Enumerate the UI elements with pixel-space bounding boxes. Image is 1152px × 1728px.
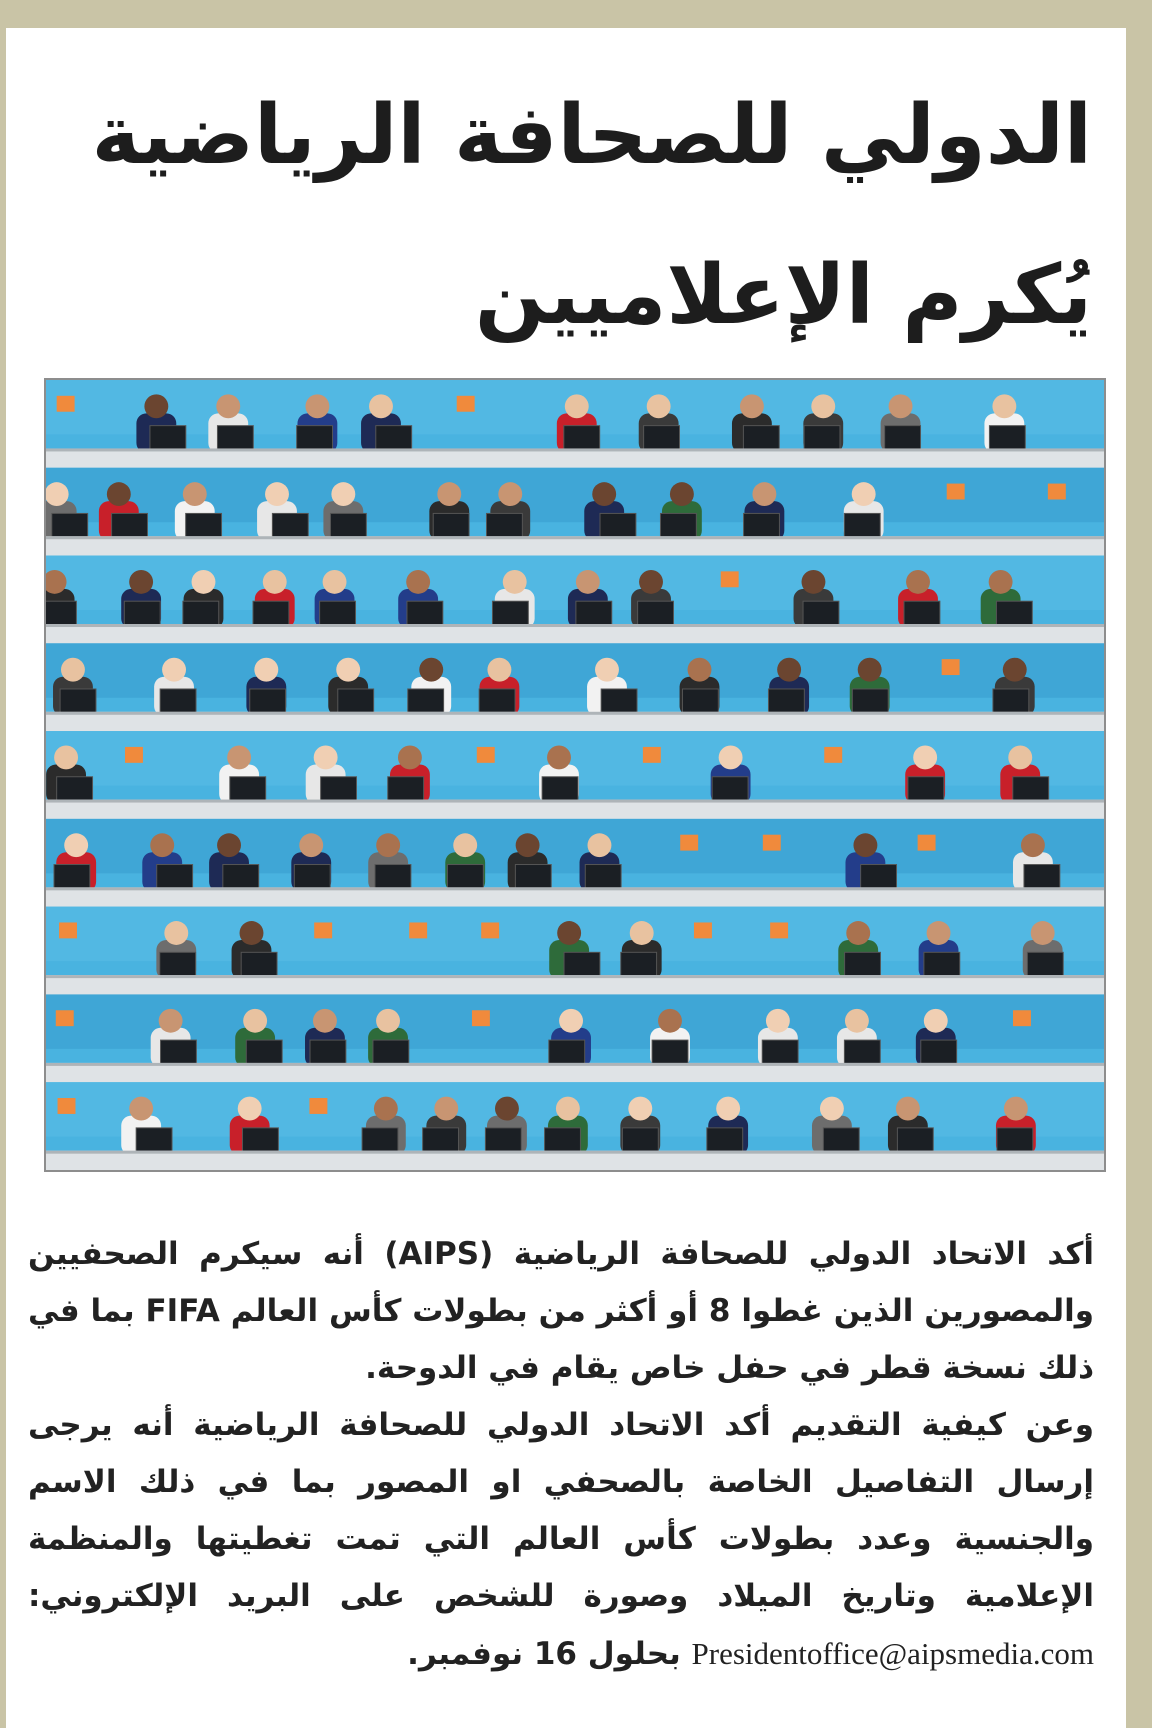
desk-edge	[46, 448, 1104, 451]
monitor	[310, 1040, 346, 1064]
seat-sign	[56, 1010, 74, 1026]
monitor	[486, 513, 522, 537]
monitor	[57, 777, 93, 801]
monitor	[621, 952, 657, 976]
monitor	[908, 777, 944, 801]
desk-edge	[46, 536, 1104, 539]
seat-sign	[643, 747, 661, 763]
monitor	[217, 426, 253, 450]
seat-sign	[763, 835, 781, 851]
journalist-head	[107, 482, 131, 506]
monitor	[362, 1128, 398, 1152]
monitor	[492, 601, 528, 625]
desk-edge	[46, 975, 1104, 978]
journalist-head	[453, 833, 477, 857]
seat-sign	[125, 747, 143, 763]
desk-edge	[46, 887, 1104, 890]
article-paragraph-1: أكد الاتحاد الدولي للصحافة الرياضية (AIPS) أنه سيكرم الصحفيين والمصورين الذين غطوا 8 أو أكثر من بطولات كأس العالم FIFA بما في ذلك نسخة قطر في حفل خاص يقام في الدوحة.	[28, 1236, 1094, 1386]
press-tribune-illustration	[46, 380, 1104, 1170]
monitor	[60, 689, 96, 713]
seat-sign	[472, 1010, 490, 1026]
monitor	[160, 952, 196, 976]
journalist-head	[565, 394, 589, 418]
monitor	[852, 689, 888, 713]
headline	[32, 56, 1092, 376]
monitor	[743, 426, 779, 450]
monitor	[272, 513, 308, 537]
monitor	[160, 689, 196, 713]
journalist-head	[254, 658, 278, 682]
monitor	[150, 426, 186, 450]
seat-sign	[694, 922, 712, 938]
journalist-head	[183, 482, 207, 506]
seat-sign	[457, 396, 475, 412]
journalist-head	[777, 658, 801, 682]
monitor	[638, 601, 674, 625]
journalist-head	[238, 1097, 262, 1121]
journalist-head	[263, 570, 287, 594]
monitor	[297, 426, 333, 450]
monitor	[768, 689, 804, 713]
seat-sign	[314, 922, 332, 938]
journalist-head	[516, 833, 540, 857]
monitor	[183, 601, 219, 625]
monitor	[161, 1040, 197, 1064]
journalist-head	[129, 1097, 153, 1121]
journalist-head	[592, 482, 616, 506]
email-address: Presidentoffice@aipsmedia.com	[691, 1636, 1094, 1671]
journalist-head	[845, 1009, 869, 1033]
journalist-head	[61, 658, 85, 682]
journalist-head	[1021, 833, 1045, 857]
article-paragraph-2-text: وعن كيفية التقديم أكد الاتحاد الدولي للصحافة الرياضية أنه يرجى إرسال التفاصيل الخاصة بالصحفي او المصور بما في ذلك الاسم والجنسية وعدد بطولات كأس العالم التي تمت تغطيتها والمنظمة الإعلامية وتاريخ الميلاد وصورة للشخص على البريد الإلكتروني:	[28, 1407, 1094, 1614]
seat-sign	[57, 396, 75, 412]
journalist-head	[639, 570, 663, 594]
newspaper-page	[6, 28, 1126, 1728]
monitor	[479, 689, 515, 713]
monitor	[250, 689, 286, 713]
journalist-head	[369, 394, 393, 418]
journalist-head	[658, 1009, 682, 1033]
journalist-head	[670, 482, 694, 506]
monitor	[375, 865, 411, 889]
monitor	[576, 601, 612, 625]
monitor	[707, 1128, 743, 1152]
journalist-head	[913, 746, 937, 770]
monitor	[861, 865, 897, 889]
monitor	[54, 865, 90, 889]
journalist-head	[419, 658, 443, 682]
seat-sign	[1048, 484, 1066, 500]
journalist-head	[217, 833, 241, 857]
article-body	[28, 1226, 1094, 1683]
monitor	[564, 952, 600, 976]
monitor	[1024, 865, 1060, 889]
stand-row-band	[46, 819, 1104, 873]
journalist-head	[164, 921, 188, 945]
monitor	[112, 513, 148, 537]
monitor	[762, 1040, 798, 1064]
journalist-head	[588, 833, 612, 857]
journalist-head	[331, 482, 355, 506]
monitor	[321, 777, 357, 801]
monitor	[803, 601, 839, 625]
headline-line-2: يُكرم الإعلاميين	[474, 248, 1092, 343]
monitor	[712, 777, 748, 801]
journalist-head	[265, 482, 289, 506]
monitor	[845, 952, 881, 976]
monitor	[622, 1128, 658, 1152]
journalist-head	[336, 658, 360, 682]
headline-line-1: الدولي للصحافة الرياضية	[91, 88, 1092, 183]
seat-sign	[1013, 1010, 1031, 1026]
journalist-head	[927, 921, 951, 945]
monitor	[253, 601, 289, 625]
journalist-head	[437, 482, 461, 506]
journalist-head	[398, 746, 422, 770]
journalist-head	[740, 394, 764, 418]
desk-edge	[46, 712, 1104, 715]
monitor	[330, 513, 366, 537]
monitor	[447, 865, 483, 889]
journalist-head	[54, 746, 78, 770]
monitor	[373, 1040, 409, 1064]
monitor	[844, 1040, 880, 1064]
journalist-head	[852, 482, 876, 506]
journalist-head	[243, 1009, 267, 1033]
journalist-head	[1008, 746, 1032, 770]
desk-edge	[46, 800, 1104, 803]
desk-edge	[46, 1063, 1104, 1066]
journalist-head	[305, 394, 329, 418]
seat-sign	[918, 835, 936, 851]
monitor	[46, 601, 76, 625]
monitor	[376, 426, 412, 450]
journalist-head	[647, 394, 671, 418]
seat-sign	[680, 835, 698, 851]
monitor	[997, 1128, 1033, 1152]
monitor	[294, 865, 330, 889]
monitor	[660, 513, 696, 537]
journalist-head	[1004, 1097, 1028, 1121]
journalist-head	[487, 658, 511, 682]
monitor	[243, 1128, 279, 1152]
journalist-head	[989, 570, 1013, 594]
journalist-head	[719, 746, 743, 770]
monitor	[564, 426, 600, 450]
journalist-head	[576, 570, 600, 594]
journalist-head	[434, 1097, 458, 1121]
journalist-head	[498, 482, 522, 506]
monitor	[241, 952, 277, 976]
monitor	[136, 1128, 172, 1152]
journalist-head	[1031, 921, 1055, 945]
journalist-head	[630, 921, 654, 945]
journalist-head	[858, 658, 882, 682]
monitor	[186, 513, 222, 537]
monitor	[542, 777, 578, 801]
monitor	[600, 513, 636, 537]
monitor	[545, 1128, 581, 1152]
monitor	[644, 426, 680, 450]
monitor	[885, 426, 921, 450]
journalist-head	[503, 570, 527, 594]
monitor	[996, 601, 1032, 625]
monitor	[52, 513, 88, 537]
monitor	[823, 1128, 859, 1152]
journalist-head	[889, 394, 913, 418]
monitor	[515, 865, 551, 889]
monitor	[423, 1128, 459, 1152]
journalist-head	[906, 570, 930, 594]
journalist-head	[227, 746, 251, 770]
journalist-head	[1003, 658, 1027, 682]
monitor	[549, 1040, 585, 1064]
journalist-head	[406, 570, 430, 594]
monitor	[601, 689, 637, 713]
journalist-head	[299, 833, 323, 857]
journalist-head	[240, 921, 264, 945]
journalist-head	[688, 658, 712, 682]
seat-sign	[409, 922, 427, 938]
journalist-head	[820, 1097, 844, 1121]
desk-edge	[46, 1151, 1104, 1154]
journalist-head	[557, 921, 581, 945]
seat-sign	[942, 659, 960, 675]
monitor	[433, 513, 469, 537]
journalist-head	[323, 570, 347, 594]
seat-sign	[947, 484, 965, 500]
journalist-head	[162, 658, 186, 682]
journalist-head	[896, 1097, 920, 1121]
journalist-head	[846, 921, 870, 945]
article-paragraph-2	[28, 1397, 1094, 1683]
journalist-head	[495, 1097, 519, 1121]
press-tribune-photo	[44, 378, 1106, 1172]
monitor	[407, 601, 443, 625]
monitor	[904, 601, 940, 625]
journalist-head	[716, 1097, 740, 1121]
seat-sign	[770, 922, 788, 938]
journalist-head	[192, 570, 216, 594]
journalist-head	[159, 1009, 183, 1033]
journalist-head	[129, 570, 153, 594]
journalist-head	[811, 394, 835, 418]
journalist-head	[216, 394, 240, 418]
monitor	[585, 865, 621, 889]
monitor	[744, 513, 780, 537]
monitor	[652, 1040, 688, 1064]
journalist-head	[802, 570, 826, 594]
monitor	[682, 689, 718, 713]
journalist-head	[556, 1097, 580, 1121]
monitor	[388, 777, 424, 801]
journalist-head	[992, 394, 1016, 418]
journalist-head	[628, 1097, 652, 1121]
journalist-head	[766, 1009, 790, 1033]
monitor	[230, 777, 266, 801]
journalist-head	[853, 833, 877, 857]
monitor	[124, 601, 160, 625]
journalist-head	[150, 833, 174, 857]
journalist-head	[374, 1097, 398, 1121]
seat-sign	[309, 1098, 327, 1114]
monitor	[1027, 952, 1063, 976]
journalist-head	[376, 1009, 400, 1033]
monitor	[338, 689, 374, 713]
seat-sign	[824, 747, 842, 763]
deadline-text: بحلول 16 نوفمبر.	[407, 1636, 681, 1672]
journalist-head	[559, 1009, 583, 1033]
monitor	[804, 426, 840, 450]
monitor	[246, 1040, 282, 1064]
journalist-head	[313, 1009, 337, 1033]
journalist-head	[547, 746, 571, 770]
journalist-head	[376, 833, 400, 857]
seat-sign	[58, 1098, 76, 1114]
monitor	[993, 689, 1029, 713]
desk-edge	[46, 624, 1104, 627]
seat-sign	[481, 922, 499, 938]
seat-sign	[721, 571, 739, 587]
journalist-head	[314, 746, 338, 770]
seat-sign	[59, 922, 77, 938]
monitor	[924, 952, 960, 976]
monitor	[320, 601, 356, 625]
journalist-head	[595, 658, 619, 682]
monitor	[485, 1128, 521, 1152]
monitor	[223, 865, 259, 889]
monitor	[844, 513, 880, 537]
monitor	[897, 1128, 933, 1152]
monitor	[989, 426, 1025, 450]
seat-sign	[477, 747, 495, 763]
journalist-head	[924, 1009, 948, 1033]
monitor	[921, 1040, 957, 1064]
monitor	[157, 865, 193, 889]
journalist-head	[752, 482, 776, 506]
monitor	[1013, 777, 1049, 801]
monitor	[408, 689, 444, 713]
journalist-head	[64, 833, 88, 857]
journalist-head	[144, 394, 168, 418]
